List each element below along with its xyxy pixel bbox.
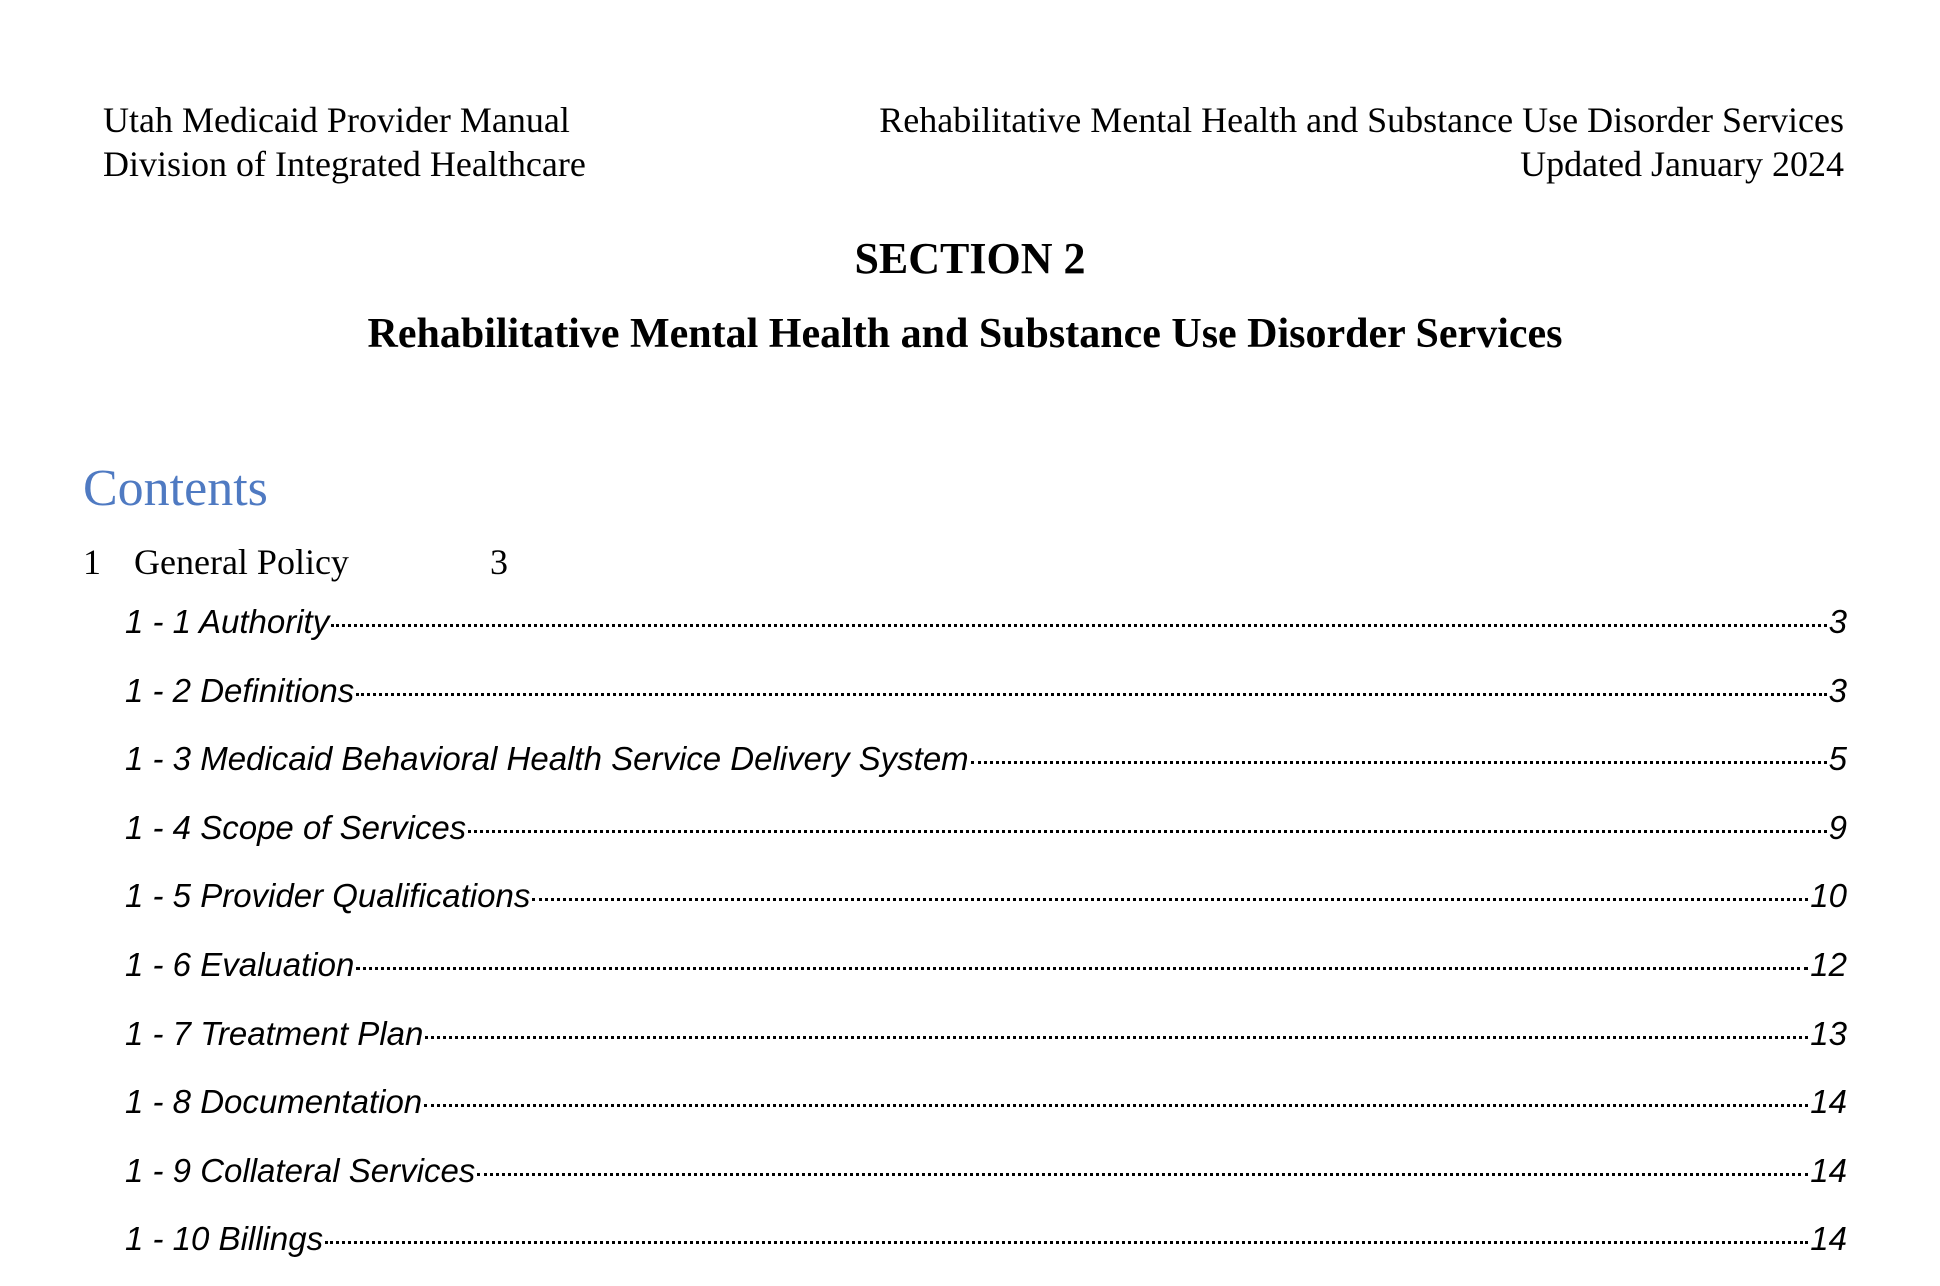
toc-item[interactable] <box>125 1080 1847 1149</box>
section-title: Rehabilitative Mental Health and Substance Use Disorder Services <box>367 311 1563 357</box>
toc-item[interactable] <box>125 737 1847 806</box>
toc-dot-leader <box>468 830 1826 833</box>
toc-item-label: 1 - 6 Evaluation <box>125 945 355 983</box>
toc-item-label: 1 - 1 Authority <box>125 603 330 640</box>
toc-dot-leader <box>532 898 1808 901</box>
toc-item-label: 1 - 5 Provider Qualifications <box>125 877 531 915</box>
division-name: Division of Integrated Healthcare <box>103 144 586 184</box>
toc-item[interactable] <box>125 943 1847 1012</box>
toc-item-page: 14 <box>1810 1151 1847 1189</box>
toc-chapter-title: General Policy <box>134 542 349 582</box>
toc-item-label: 1 - 7 Treatment Plan <box>125 1014 424 1052</box>
toc-item-page: 5 <box>1828 740 1847 778</box>
toc-item-page: 12 <box>1810 945 1847 983</box>
section-label: SECTION 2 <box>854 234 1086 283</box>
toc-item-page: 10 <box>1810 877 1847 915</box>
toc-chapter-page: 3 <box>490 542 508 582</box>
toc-dot-leader <box>971 761 1827 764</box>
toc-item-label: 1 - 4 Scope of Services <box>125 808 467 846</box>
toc-item-page: 13 <box>1810 1014 1847 1052</box>
toc-dot-leader <box>356 693 1826 696</box>
toc-chapter-number: 1 <box>83 542 101 582</box>
toc-dot-leader <box>325 1241 1808 1244</box>
toc-item-page: 14 <box>1810 1083 1847 1121</box>
toc-item-page: 3 <box>1828 603 1847 640</box>
header-section-name: Rehabilitative Mental Health and Substance Use Disorder Services <box>879 100 1844 140</box>
toc-item[interactable] <box>125 669 1847 738</box>
toc-item-page: 9 <box>1828 808 1847 846</box>
toc-item-label: 1 - 2 Definitions <box>125 671 355 709</box>
toc-item-label: 1 - 10 Billings <box>125 1220 324 1258</box>
toc-item[interactable] <box>125 874 1847 943</box>
toc-dot-leader <box>331 624 1826 627</box>
table-of-contents <box>125 600 1847 1286</box>
toc-item-page: 14 <box>1810 1220 1847 1258</box>
toc-item[interactable] <box>125 806 1847 875</box>
toc-item[interactable] <box>125 1149 1847 1218</box>
toc-item-label: 1 - 3 Medicaid Behavioral Health Service Delivery System <box>125 740 969 778</box>
contents-heading: Contents <box>83 460 268 517</box>
updated-date: Updated January 2024 <box>1520 144 1844 184</box>
toc-item-label: 1 - 8 Documentation <box>125 1083 423 1121</box>
toc-item-page: 3 <box>1828 671 1847 709</box>
toc-chapter-entry[interactable] <box>83 540 508 584</box>
document-header-right <box>879 98 1844 186</box>
toc-dot-leader <box>477 1173 1808 1176</box>
toc-item-label: 1 - 9 Collateral Services <box>125 1151 476 1189</box>
manual-title: Utah Medicaid Provider Manual <box>103 100 570 140</box>
toc-dot-leader <box>356 967 1808 970</box>
toc-dot-leader <box>424 1104 1808 1107</box>
toc-item[interactable] <box>125 600 1847 669</box>
document-header-left <box>103 98 586 186</box>
toc-dot-leader <box>425 1036 1808 1039</box>
toc-item[interactable] <box>125 1012 1847 1081</box>
